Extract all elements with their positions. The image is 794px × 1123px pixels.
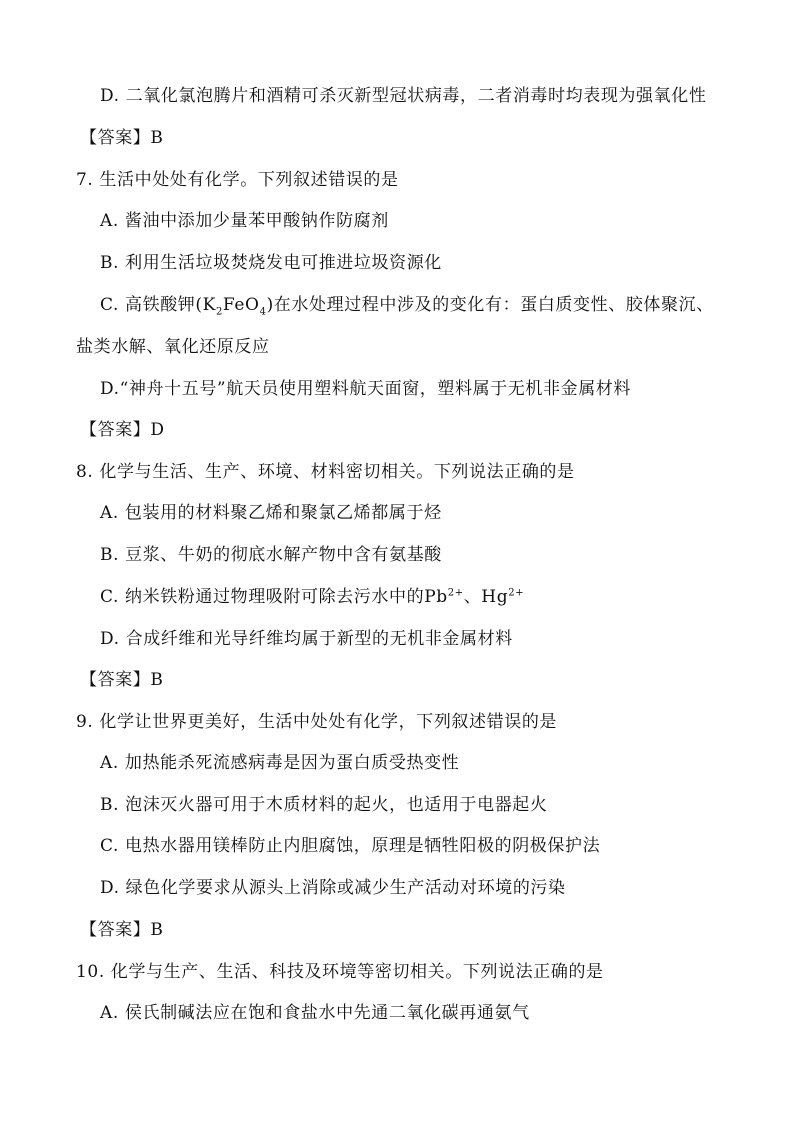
q8-option-c-sup2: 2+ <box>508 587 525 599</box>
q7-option-c-part3: )在水处理过程中涉及的变化有：蛋白质变性、胶体聚沉、 <box>266 295 714 315</box>
q7-option-c-continued: 盐类水解、氧化还原反应 <box>76 337 270 357</box>
q8-answer: 【答案】B <box>80 670 164 690</box>
q8-option-b: B. 豆浆、牛奶的彻底水解产物中含有氨基酸 <box>100 545 442 565</box>
q8-option-c <box>100 585 524 609</box>
q9-answer: 【答案】B <box>80 920 164 940</box>
q7-option-c-sub1: 2 <box>215 306 223 318</box>
q7-option-c-part1: C. 高铁酸钾(K <box>100 295 216 315</box>
q7-option-c-sub2: 4 <box>259 306 267 318</box>
q8-option-c-part2: 、Hg <box>463 587 509 607</box>
q9-option-b: B. 泡沫灭火器可用于木质材料的起火，也适用于电器起火 <box>100 795 548 815</box>
q7-option-c <box>100 293 714 317</box>
q7-stem: 7. 生活中处处有化学。下列叙述错误的是 <box>76 170 399 190</box>
q8-option-c-part1: C. 纳米铁粉通过物理吸附可除去污水中的Pb <box>100 587 448 607</box>
q9-option-d: D. 绿色化学要求从源头上消除或减少生产活动对环境的污染 <box>100 878 566 898</box>
q6-answer: 【答案】B <box>80 128 164 148</box>
q7-option-c-part2: FeO <box>222 295 260 315</box>
q8-option-c-sup1: 2+ <box>447 587 464 599</box>
q7-option-b: B. 利用生活垃圾焚烧发电可推进垃圾资源化 <box>100 253 442 273</box>
q9-option-c: C. 电热水器用镁棒防止内胆腐蚀，原理是牺牲阳极的阴极保护法 <box>100 836 601 856</box>
q8-option-d: D. 合成纤维和光导纤维均属于新型的无机非金属材料 <box>100 629 513 649</box>
q7-option-d: D.“神舟十五号”航天员使用塑料航天面窗，塑料属于无机非金属材料 <box>100 379 632 399</box>
q9-stem: 9. 化学让世界更美好，生活中处处有化学，下列叙述错误的是 <box>76 712 558 732</box>
q7-option-a: A. 酱油中添加少量苯甲酸钠作防腐剂 <box>100 211 389 231</box>
q6-option-d: D. 二氧化氯泡腾片和酒精可杀灭新型冠状病毒，二者消毒时均表现为强氧化性 <box>100 86 707 106</box>
q10-option-a: A. 侯氏制碱法应在饱和食盐水中先通二氧化碳再通氨气 <box>100 1003 530 1023</box>
q9-option-a: A. 加热能杀死流感病毒是因为蛋白质受热变性 <box>100 753 460 773</box>
q8-stem: 8. 化学与生活、生产、环境、材料密切相关。下列说法正确的是 <box>76 462 575 482</box>
q7-answer: 【答案】D <box>80 420 165 440</box>
q8-option-a: A. 包装用的材料聚乙烯和聚氯乙烯都属于烃 <box>100 503 442 523</box>
q10-stem: 10. 化学与生产、生活、科技及环境等密切相关。下列说法正确的是 <box>76 962 604 982</box>
